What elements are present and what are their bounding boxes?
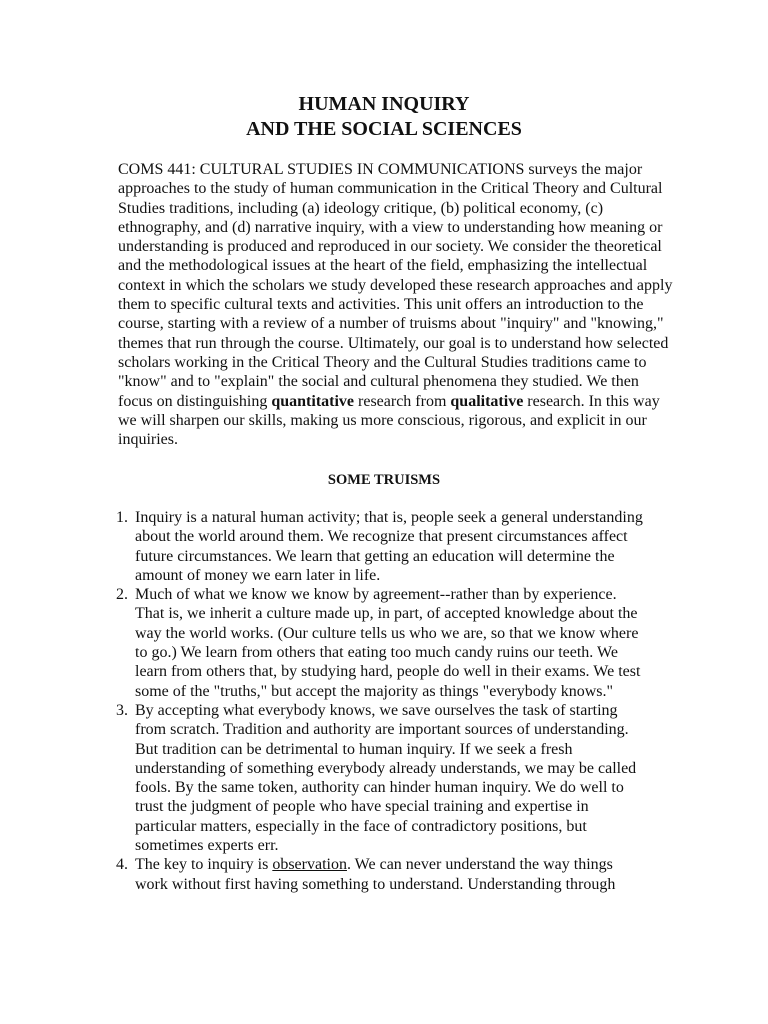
truism-line: Inquiry is a natural human activity; that is, people seek a general understanding bbox=[135, 509, 643, 526]
truism-line: By accepting what everybody knows, we save ourselves the task of starting bbox=[135, 701, 618, 719]
truism-line: fools. By the same token, authority can hinder human inquiry. We do well to bbox=[135, 779, 624, 797]
intro-focus-mid: research from bbox=[354, 392, 451, 410]
intro-line: we will sharpen our skills, making us more conscious, rigorous, and explicit in our bbox=[118, 411, 647, 429]
intro-focus-line bbox=[118, 392, 658, 411]
truism-number: 1. bbox=[116, 509, 128, 526]
observation-term: observation bbox=[272, 856, 347, 874]
intro-line: course, starting with a review of a number of truisms about "inquiry" and "knowing," bbox=[118, 315, 664, 333]
truism-item-4 bbox=[108, 855, 688, 894]
intro-line: "know" and to "explain" the social and cultural phenomena they studied. We then bbox=[118, 373, 639, 391]
intro-line: themes that run through the course. Ultimately, our goal is to understand how selected bbox=[118, 334, 669, 352]
truism-line: future circumstances. We learn that getting an education will determine the bbox=[135, 547, 615, 565]
section-heading-truisms: SOME TRUISMS bbox=[327, 472, 441, 488]
intro-line: approaches to the study of human communication in the Critical Theory and Cultural bbox=[118, 180, 663, 198]
truism-number: 2. bbox=[116, 586, 128, 604]
intro-line: scholars working in the Critical Theory and the Cultural Studies traditions came to bbox=[118, 353, 647, 371]
intro-line: inquiries. bbox=[118, 431, 178, 449]
truism-item-1 bbox=[108, 508, 688, 585]
truism-line: work without first having something to understand. Understanding through bbox=[135, 875, 616, 893]
intro-paragraph bbox=[118, 160, 673, 449]
intro-line: and the methodological issues at the heart of the field, emphasizing the intellectual bbox=[118, 257, 648, 275]
truism-4-line1-pre: The key to inquiry is bbox=[135, 856, 273, 874]
truism-number: 4. bbox=[116, 856, 128, 874]
truism-number: 3. bbox=[116, 701, 128, 719]
intro-line: context in which the scholars we study developed these research approaches and apply bbox=[118, 276, 673, 294]
truism-item-3 bbox=[108, 701, 688, 855]
intro-line: ethnography, and (d) narrative inquiry, with a view to understanding how meaning or bbox=[118, 218, 663, 236]
qualitative-term: qualitative bbox=[450, 392, 524, 410]
truism-line: amount of money we earn later in life. bbox=[135, 566, 381, 584]
truism-line: from scratch. Tradition and authority are important sources of understanding. bbox=[135, 721, 629, 739]
intro-line: understanding is produced and reproduced in our society. We consider the theoretical bbox=[118, 238, 662, 256]
truism-line: Much of what we know we know by agreement--rather than by experience. bbox=[135, 586, 617, 604]
quantitative-term: quantitative bbox=[271, 392, 355, 410]
truism-line: sometimes experts err. bbox=[135, 837, 279, 855]
truism-line bbox=[135, 855, 688, 874]
truism-line: understanding of something everybody already understands, we may be called bbox=[135, 759, 637, 777]
truisms-list bbox=[108, 508, 688, 894]
intro-line: them to specific cultural texts and activities. This unit offers an introduction to the bbox=[118, 296, 644, 314]
document-title-line-2: AND THE SOCIAL SCIENCES bbox=[246, 118, 522, 140]
truism-line: learn from others that, by studying hard, people do well in their exams. We test bbox=[135, 663, 641, 681]
intro-line: Studies traditions, including (a) ideology critique, (b) political economy, (c) bbox=[118, 199, 604, 217]
truism-line: trust the judgment of people who have special training and expertise in bbox=[135, 798, 589, 816]
truism-line: way the world works. (Our culture tells us who we are, so that we know where bbox=[135, 624, 639, 642]
truism-4-line1-post: . We can never understand the way things bbox=[346, 856, 613, 874]
truism-line: That is, we inherit a culture made up, in part, of accepted knowledge about the bbox=[135, 605, 638, 623]
truism-item-2 bbox=[108, 585, 688, 701]
truism-line: But tradition can be detrimental to human inquiry. If we seek a fresh bbox=[135, 740, 573, 758]
intro-focus-post: research. In this way bbox=[523, 392, 660, 410]
truism-line: particular matters, especially in the face of contradictory positions, but bbox=[135, 817, 587, 835]
document-title-line-1: HUMAN INQUIRY bbox=[298, 93, 470, 115]
truism-line: about the world around them. We recognize that present circumstances affect bbox=[135, 528, 628, 546]
intro-focus-pre: focus on distinguishing bbox=[118, 392, 272, 410]
truism-line: to go.) We learn from others that eating too much candy ruins our teeth. We bbox=[135, 644, 618, 662]
truism-line: some of the "truths," but accept the majority as things "everybody knows." bbox=[135, 682, 614, 700]
intro-line: COMS 441: CULTURAL STUDIES IN COMMUNICATIONS surveys the major bbox=[118, 161, 643, 178]
